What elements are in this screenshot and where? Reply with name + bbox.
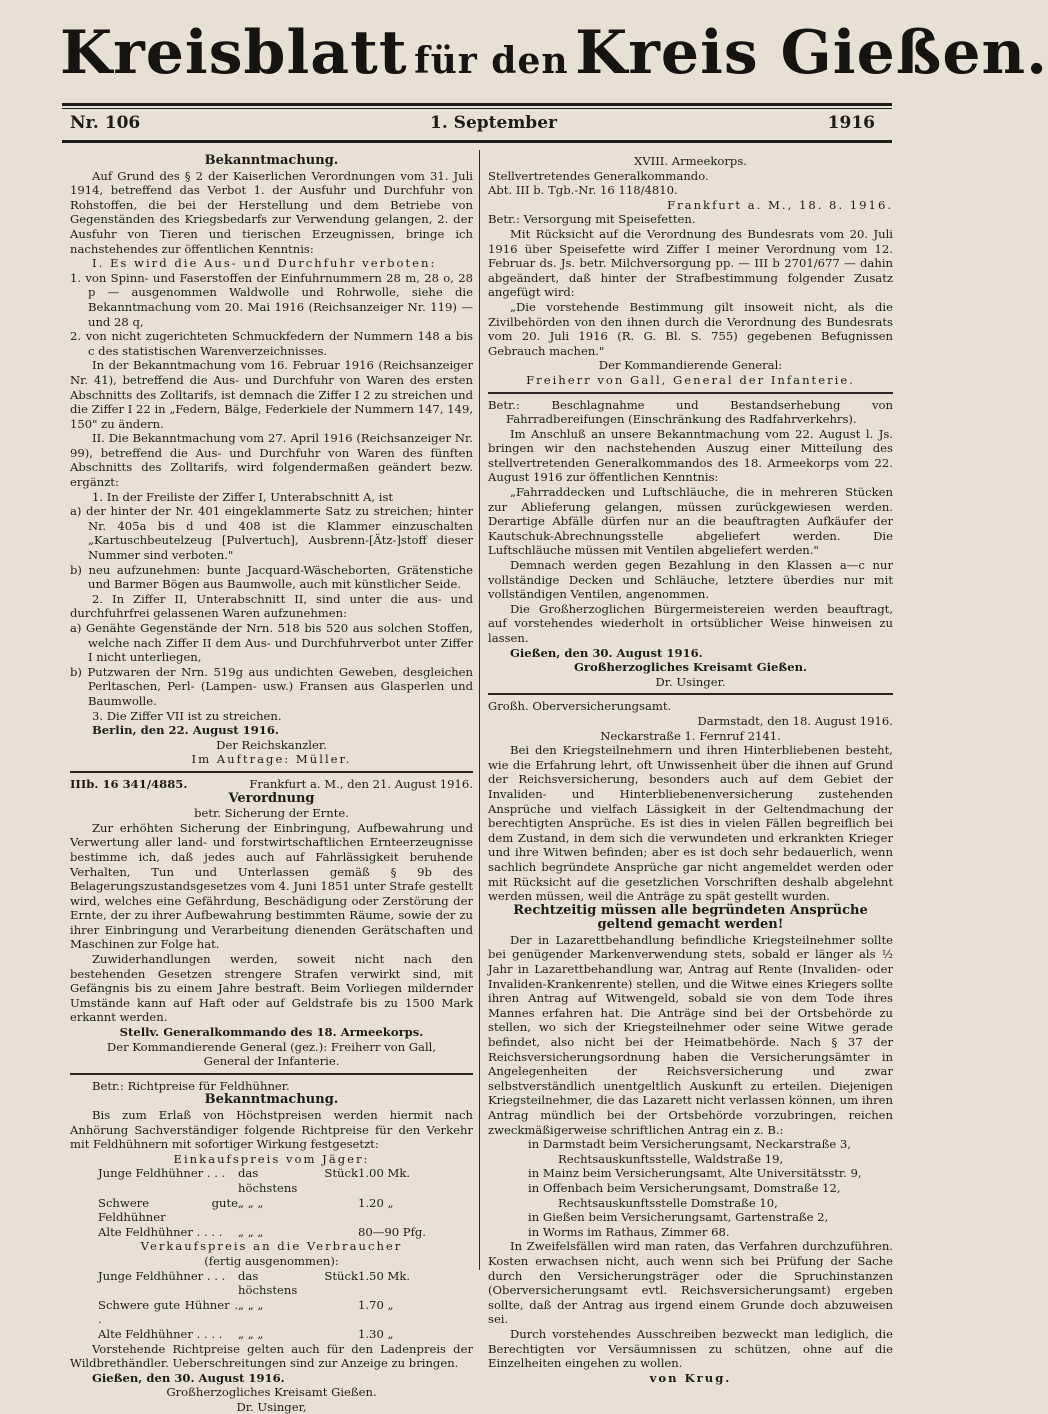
paragraph: Die Großherzoglichen Bürgermeistereien werden beauftragt, auf vorstehendes wiederholt in ortsüblicher Weise hinweisen zu lassen. [488, 601, 893, 645]
price-unit: das Stück höchstens [238, 1166, 358, 1195]
article-separator [488, 693, 893, 695]
price-heading: Verkaufspreis an die Verbraucher [140, 1239, 403, 1254]
address-list-item: in Mainz beim Versicherungsamt, Alte Universitätsstr. 9, [528, 1166, 862, 1181]
signature-authority: Stellv. Generalkommando des 18. Armeekorps. [119, 1025, 424, 1040]
address-list-item: in Offenbach beim Versicherungsamt, Domstraße 12, [528, 1180, 841, 1195]
paragraph: b) Putzwaren der Nrn. 519g aus undichten Geweben, desgleichen Perltaschen, Perl- (Lampen- usw.) Fransen aus Glasperlen und Baumwolle. [70, 664, 473, 708]
authority-heading: Großh. Oberversicherungsamt. [488, 699, 672, 714]
subject-line: Betr.: Beschlagnahme und Bestandserhebung von Fahrradbereifungen (Einschränkung des Radfahrverkehrs). [488, 397, 893, 427]
masthead-title-right: Kreis Gießen. [575, 18, 1048, 88]
signature-role: Der Reichskanzler. [216, 737, 327, 752]
address-list-item: in Worms im Rathaus, Zimmer 68. [528, 1224, 730, 1239]
authority-heading: XVIII. Armeekorps. [634, 154, 747, 168]
paragraph: 2. In Ziffer II, Unterabschnitt II, sind unter die aus- und durchfuhrfrei gelassenen Waren aufzunehmen: [70, 591, 473, 621]
price-unit: „ „ „ [238, 1326, 264, 1341]
authority-heading: Stellvertretendes Generalkommando. [488, 168, 709, 183]
subject-line: Betr.: Versorgung mit Speisefetten. [488, 212, 696, 227]
signature-authority: Großherzogliches Kreisamt Gießen. [166, 1385, 377, 1400]
paragraph: I. Es wird die Aus- und Durchfuhr verboten: [92, 256, 437, 271]
address-list-item: Rechtsauskunftsstelle, Waldstraße 19, [558, 1151, 784, 1166]
masthead-rule-thin [62, 108, 892, 109]
address-list-item: Rechtsauskunftsstelle Domstraße 10, [558, 1195, 778, 1210]
paragraph: In Zweifelsfällen wird man raten, das Verfahren durchzuführen. Kosten erwachsen nicht, auch wenn sich bei Prüfung der Sache durch den Versicherungsträger oder die Spruchinstanzen (Oberversicherungsamt evtl. Reichsversicherungsamt) ergeben sollte, daß der Antrag aus irgend einem Grunde doch abzuweisen sei. [488, 1239, 893, 1327]
paragraph: Zuwiderhandlungen werden, soweit nicht nach den bestehenden Gesetzen strengere Strafen verwirkt sind, mit Gefängnis bis zu einem Jahre bestraft. Beim Vorliegen mildernder Umstände kann auf Haft oder auf Geldstrafe bis zu 1500 Mark erkannt werden. [70, 952, 473, 1025]
article-heading: Rechtzeitig müssen alle begründeten Ansprüche geltend gemacht werden! [513, 902, 868, 933]
signature: Dr. Usinger. [655, 674, 726, 689]
price-row [70, 1269, 473, 1298]
price-unit: „ „ „ [238, 1224, 264, 1239]
price-item: Schwere gute Feldhühner [98, 1195, 238, 1225]
signature-authority: Großherzogliches Kreisamt Gießen. [573, 660, 808, 675]
paragraph: b) neu aufzunehmen: bunte Jacquard-Wäscheborten, Grätenstiche und Barmer Bögen aus Baumwolle, auch mit künstlicher Seide. [70, 562, 473, 592]
masthead [60, 18, 1048, 100]
price-row [70, 1166, 473, 1195]
signature-role: General der Infanterie. [203, 1054, 340, 1069]
paragraph: „Fahrraddecken und Luftschläuche, die in mehreren Stücken zur Ablieferung gelangen, müssen zurückgewiesen werden. Derartige Abfälle dürfen nur an die beauftragten Aufkäufer der Kautschuk-Abrechnungsstelle abgeliefert werden. Die Luftschläuche müssen mit Ventilen abgeliefert werden." [488, 485, 893, 558]
paragraph: Demnach werden gegen Bezahlung in den Klassen a—c nur vollständige Decken und Schläuche, letztere überdies nur mit vollständigen Ventilen, angenommen. [488, 558, 893, 602]
paragraph: Bei den Kriegsteilnehmern und ihren Hinterbliebenen besteht, wie die Erfahrung lehrt, oft Unwissenheit über die ihnen auf Grund der Reichsversicherung, besonders auch auf dem Gebiet der Invaliden- und Hinterbliebenenversicherung zustehenden Ansprüche und vielfach Lässigkeit in der Geltendmachung der berechtigten Ansprüche. Es ist dies in vielen Fällen begreiflich bei dem Zustand, in dem sich die verwundeten und erkrankten Krieger und ihre Witwen befinden; aber es ist doch sehr bedauerlich, wenn sachlich begründete Ansprüche gar nicht angemeldet werden oder mit Rücksicht auf die gesetzlichen Vorschriften deshalb abgelehnt werden müssen, weil die Anträge zu spät gestellt wurden. [488, 743, 893, 904]
paragraph: Vorstehende Richtpreise gelten auch für den Ladenpreis der Wildbrethändler. Ueberschreitungen sind zur Anzeige zu bringen. [70, 1341, 473, 1371]
address-line: Neckarstraße 1. Fernruf 2141. [600, 728, 781, 743]
subject-line: Betr.: Richtpreise für Feldhühner. [92, 1078, 290, 1093]
reference-number: IIIb. 16 341/4885. [70, 776, 188, 791]
price-heading-note: (fertig ausgenommen): [204, 1253, 339, 1268]
article-title: Bekanntmachung. [204, 153, 339, 168]
signature-role: Der Kommandierende General: [598, 358, 783, 373]
paragraph: 2. von nicht zugerichteten Schmuckfedern der Nummern 148 a bis c des statistischen Warenverzeichnisses. [70, 329, 473, 358]
price-item: Junge Feldhühner . . . [98, 1166, 226, 1181]
price-value: 1.30 „ [358, 1326, 394, 1341]
issue-date: 1. September [430, 113, 557, 133]
right-column [488, 154, 893, 1385]
price-value: 1.50 Mk. [358, 1268, 411, 1283]
article-title: Verordnung [228, 790, 315, 806]
dateline [70, 113, 875, 143]
price-value: 1.70 „ [358, 1297, 394, 1312]
address-list-item: in Gießen beim Versicherungsamt, Gartenstraße 2, [528, 1210, 829, 1225]
place-date: Frankfurt a. M., 18. 8. 1916. [667, 197, 893, 212]
article-separator [70, 1073, 473, 1075]
place-date: Gießen, den 30. August 1916. [92, 1370, 285, 1385]
place-date: Frankfurt a. M., den 21. August 1916. [249, 776, 473, 791]
price-item: Alte Feldhühner . . . . [98, 1224, 223, 1239]
price-value: 80—90 Pfg. [358, 1224, 426, 1239]
signature: von Krug. [649, 1370, 732, 1385]
left-column [70, 153, 473, 1414]
dateline-rule [62, 140, 892, 143]
signature: Freiherr von Gall, General der Infanterie. [526, 372, 855, 387]
article-separator [488, 392, 893, 394]
paragraph: Bis zum Erlaß von Höchstpreisen werden hiermit nach Anhörung Sachverständiger folgende Richtpreise für den Verkehr mit Feldhühnern mit sofortiger Wirkung festgesetzt: [70, 1108, 473, 1152]
price-value: 1.20 „ [358, 1195, 394, 1210]
signature: Dr. Usinger, [236, 1399, 307, 1414]
reference-line [70, 777, 473, 792]
price-row [70, 1327, 473, 1342]
article-subtitle: betr. Sicherung der Ernte. [194, 806, 349, 821]
paragraph: 3. Die Ziffer VII ist zu streichen. [92, 708, 282, 723]
masthead-title-left: Kreisblatt [60, 18, 408, 88]
paragraph: II. Die Bekanntmachung vom 27. April 1916 (Reichsanzeiger Nr. 99), betreffend die Aus- und Durchfuhr von Waren des fünften Abschnitts des Zolltarifs, wird folgendermaßen geändert bezw. ergänzt: [70, 431, 473, 490]
paragraph: Mit Rücksicht auf die Verordnung des Bundesrats vom 20. Juli 1916 über Speisefette wird Ziffer I meiner Verordnung vom 12. Februar ds. Js. betr. Milchversorgung pp. — III b 2701/677 — dahin abgeändert, daß hinter der Strafbestimmung folgender Zusatz angefügt wird: [488, 226, 893, 300]
signature: Im Auftrage: Müller. [191, 752, 352, 767]
masthead-rule [62, 103, 892, 106]
masthead-title-mid: für den [414, 40, 569, 82]
price-unit: das Stück höchstens [238, 1268, 358, 1298]
place-date: Darmstadt, den 18. August 1916. [697, 713, 893, 728]
paragraph: 1. In der Freiliste der Ziffer I, Unterabschnitt A, ist [92, 489, 394, 504]
paragraph: Im Anschluß an unsere Bekanntmachung vom 22. August l. Js. bringen wir den nachstehenden Auszug einer Mitteilung des stellvertretenden Generalkommandos des 18. Armeekorps vom 22. August 1916 zur öffentlichen Kenntnis: [488, 426, 893, 485]
price-item: Alte Feldhühner . . . . [98, 1326, 223, 1341]
price-unit: „ „ „ [238, 1195, 264, 1210]
price-heading: Einkaufspreis vom Jäger: [173, 1151, 370, 1166]
issue-number: Nr. 106 [70, 113, 141, 133]
paragraph: 1. von Spinn- und Faserstoffen der Einfuhrnummern 28 m, 28 o, 28 p — ausgenommen Waldwolle und Rohrwolle, siehe die Bekanntmachung vom 20. Mai 1916 (Reichsanzeiger Nr. 119) — und 28 q, [70, 270, 473, 329]
paragraph: a) der hinter der Nr. 401 eingeklammerte Satz zu streichen; hinter Nr. 405a bis d und 408 ist die Klammer einzuschalten „Kartuschbeutelzeug [Pulvertuch], Ausbrenn-[Ätz-]stoff dieser Nummer sind verboten." [70, 504, 473, 563]
paragraph: In der Bekanntmachung vom 16. Februar 1916 (Reichsanzeiger Nr. 41), betreffend die Aus- und Durchfuhr von Waren des ersten Abschnitts des Zolltarifs, ist demnach die Ziffer I 2 zu streichen und die Ziffer I 22 in „Federn, Bälge, Federkiele der Nummern 147, 149, 150" zu ändern. [70, 358, 473, 431]
paragraph: Auf Grund des § 2 der Kaiserlichen Verordnungen vom 31. Juli 1914, betreffend das Verbot 1. der Ausfuhr und Durchfuhr von Rohstoffen, die bei der Herstellung und dem Betriebe von Gegenständen des Kriegsbedarfs zur Verwendung gelangen, 2. der Ausfuhr von Tieren und tierischen Erzeugnissen, bringe ich nachstehendes zur öffentlichen Kenntnis: [70, 168, 473, 256]
paragraph: Zur erhöhten Sicherung der Einbringung, Aufbewahrung und Verwertung aller land- und forstwirtschaftlichen Ernteerzeugnisse bestimme ich, daß jedes auch auf Fahrlässigkeit beruhende Verhalten, Tun und Unterlassen gemäß § 9b des Belagerungszustandsgesetzes vom 4. Juni 1851 unter Strafe gestellt wird, welches eine Gefährdung, Beschädigung oder Zerstörung der Ernte, der zu ihrer Aufbewahrung bestimmten Räume, sowie der zu ihrer Einbringung und Verarbeitung dienenden Gerätschaften und Maschinen zur Folge hat. [70, 820, 473, 952]
price-row [70, 1196, 473, 1225]
article-separator [70, 771, 473, 773]
price-unit: „ „ „ [238, 1297, 264, 1312]
paragraph: Der in Lazarettbehandlung befindliche Kriegsteilnehmer sollte bei genügender Markenverwendung stets, sobald er länger als ½ Jahr in Lazarettbehandlung war, Antrag auf Rente (Invaliden- oder Invaliden-Krankenrente) stellen, und die Witwe eines Kriegers sollte ihren Antrag auf Witwengeld, sobald sie von dem Tode ihres Mannes erfahren hat. Die Anträge sind bei der Ortsbehörde zu stellen, wo sich der Kriegsteilnehmer oder seine Witwe gerade befindet, also nicht bei der Heimatbehörde. Nach § 37 der Reichsversicherungsordnung haben die Versicherungsämter in Angelegenheiten der Reichsversicherung und zwar selbstverständlich unentgeltlich Auskunft zu erteilen. Diejenigen Kriegsteilnehmer, die das Lazarett nicht verlassen können, um ihren Antrag mündlich bei der Ortsbehörde vorzubringen, reichen zweckmäßigerweise schriftlichen Antrag ein z. B.: [488, 932, 893, 1137]
issue-year: 1916 [827, 113, 875, 133]
price-row [70, 1298, 473, 1327]
address-list-item: in Darmstadt beim Versicherungsamt, Neckarstraße 3, [528, 1137, 851, 1152]
price-item: Junge Feldhühner . . . [98, 1268, 226, 1283]
paragraph: Durch vorstehendes Ausschreiben bezweckt man lediglich, die Berechtigten vor Versäumnissen zu schützen, ohne auf die Einzelheiten eingehen zu wollen. [488, 1326, 893, 1371]
column-divider [479, 150, 480, 1270]
signature: Der Kommandierende General (gez.): Freiherr von Gall, [106, 1039, 437, 1054]
place-date: Gießen, den 30. August 1916. [510, 645, 703, 660]
place-date: Berlin, den 22. August 1916. [92, 723, 279, 738]
price-value: 1.00 Mk. [358, 1166, 411, 1181]
reference-number: Abt. III b. Tgb.-Nr. 16 118/4810. [488, 183, 678, 198]
paragraph: „Die vorstehende Bestimmung gilt insoweit nicht, als die Zivilbehörden von den ihnen durch die Verordnung des Bundesrats vom 20. Juli 1916 (R. G. Bl. S. 755) gegebenen Befugnissen Gebrauch machen." [488, 299, 893, 358]
price-item: Schwere gute Hühner . . [98, 1297, 238, 1327]
article-title: Bekanntmachung. [204, 1092, 339, 1108]
price-row [70, 1225, 473, 1240]
paragraph: a) Genähte Gegenstände der Nrn. 518 bis 520 aus solchen Stoffen, welche nach Ziffer II dem Aus- und Durchfuhrverbot unter Ziffer I nicht unterliegen, [70, 621, 473, 665]
